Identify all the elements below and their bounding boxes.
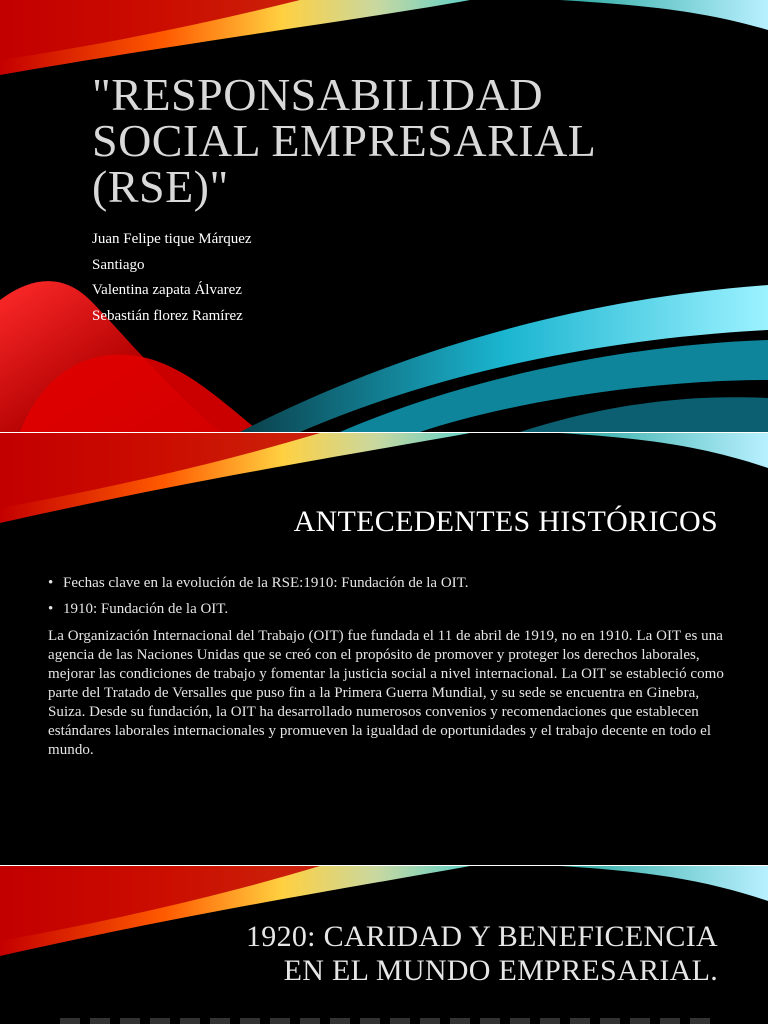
title-slide (0, 0, 768, 432)
charity-slide (0, 866, 768, 1024)
bullet-icon: • (48, 601, 54, 617)
bullet-list (48, 574, 468, 626)
presentation-title: "RESPONSABILIDAD SOCIAL EMPRESARIAL (RSE)" (92, 69, 595, 212)
body-paragraph: La Organización Internacional del Trabajo (OIT) fue fundada el 11 de abril de 1919, no en 1910. La OIT es una agencia de las Naciones Unidas que se creó con el propósito de promover y proteger los derechos laborales, mejorar las condiciones de trabajo y fomentar la justicia social a nivel internacional. La OIT se estableció como parte del Tratado de Versalles que puso fin a la Primera Guerra Mundial, y su sede se encuentra en Ginebra, Suiza. Desde su fundación, la OIT ha desarrollado numerosos convenios y recomendaciones que establecen estándares laborales internacionales y promueven la igualdad de oportunidades y el trabajo decente en todo el mundo. (48, 628, 724, 758)
author-list (92, 230, 252, 332)
author-name: Santiago (92, 256, 145, 273)
history-slide (0, 433, 768, 865)
cut-off-text-line (60, 1018, 710, 1024)
author-name: Juan Felipe tique Márquez (92, 231, 252, 247)
decorative-swoosh-background (0, 0, 768, 432)
author-name: Sebastián florez Ramírez (92, 307, 243, 324)
title-line: EN EL MUNDO EMPRESARIAL. (283, 954, 718, 987)
bullet-icon: • (48, 575, 54, 591)
author-name: Valentina zapata Álvarez (92, 282, 242, 298)
bullet-item (48, 600, 468, 626)
slide-title (118, 920, 718, 988)
title-line: 1920: CARIDAD Y BENEFICENCIA (245, 920, 718, 953)
bullet-item (48, 574, 468, 600)
bullet-text: 1910: Fundación de la OIT. (63, 601, 229, 617)
bullet-text: Fechas clave en la evolución de la RSE:1910: Fundación de la OIT. (63, 575, 469, 591)
slide-title: ANTECEDENTES HISTÓRICOS (293, 505, 718, 538)
